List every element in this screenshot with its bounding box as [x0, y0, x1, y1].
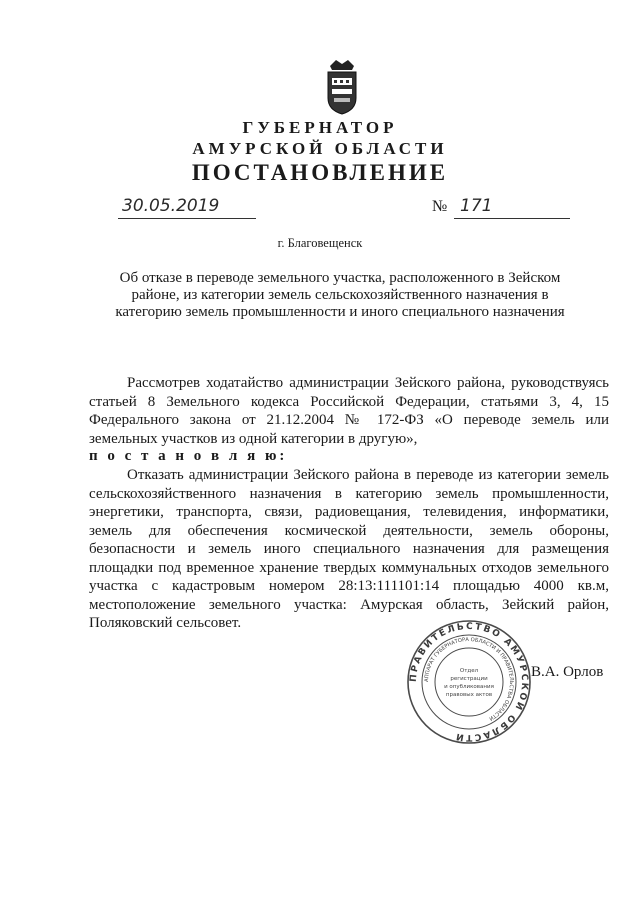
seal-outer-text: ПРАВИТЕЛЬСТВО АМУРСКОЙ ОБЛАСТИ [408, 621, 530, 743]
resolve-word: п о с т а н о в л я ю: [89, 448, 288, 464]
header-region: АМУРСКОЙ ОБЛАСТИ [192, 139, 448, 158]
header-governor: ГУБЕРНАТОР [242, 118, 398, 137]
seal-center-line-1: Отдел [459, 668, 479, 674]
document-date: 30.05.2019 [118, 196, 256, 219]
seal-center-line-4: правовых актов [445, 692, 493, 698]
seal-middle-text: АППАРАТ ГУБЕРНАТОРА ОБЛАСТИ И ПРАВИТЕЛЬСТВА ОБЛАСТИ [423, 636, 515, 722]
paragraph-preamble: Рассмотрев ходатайство администрации Зейского района, руководствуясь статьей 8 Земельного кодекса Российской Федерации, статьями 3, 4, 15 Федерального закона от 21.12.2004 № 172-ФЗ «О переводе земель или земельных участков из одной категории в другую», [89, 375, 609, 447]
paragraph-decision: Отказать администрации Зейского района в переводе из категории земель сельскохозяйственного назначения в категорию земель промышленности, энергетики, транспорта, связи, радиовещания, телевидения, информатики, земель для обеспечения космической деятельности, земель обороны, безопасности и земель иного специального назначения для размещения площадки под временное хранение твердых коммунальных отходов земельного участка с кадастровым номером 28:13:111101:14 площадью 4000 кв.м, местоположение земельного участка: Амурская область, Зейский район, Поляковский сельсовет. [89, 467, 609, 631]
city: г. Благовещенск [277, 236, 363, 250]
coat-of-arms-icon [322, 58, 362, 116]
document-number: 171 [454, 196, 570, 219]
official-seal-stamp [407, 620, 531, 744]
document-subject: Об отказе в переводе земельного участка, расположенного в Зейском районе, из категории земель сельскохозяйственного назначения в категорию земель промышленности и иного специального назначения [115, 270, 565, 320]
signatory-name: В.А. Орлов [531, 664, 604, 680]
document-type-title: ПОСТАНОВЛЕНИЕ [191, 160, 449, 185]
seal-center-line-3: и опубликования [444, 684, 494, 690]
number-label: № [432, 198, 448, 215]
seal-center-line-2: регистрации [450, 676, 488, 682]
